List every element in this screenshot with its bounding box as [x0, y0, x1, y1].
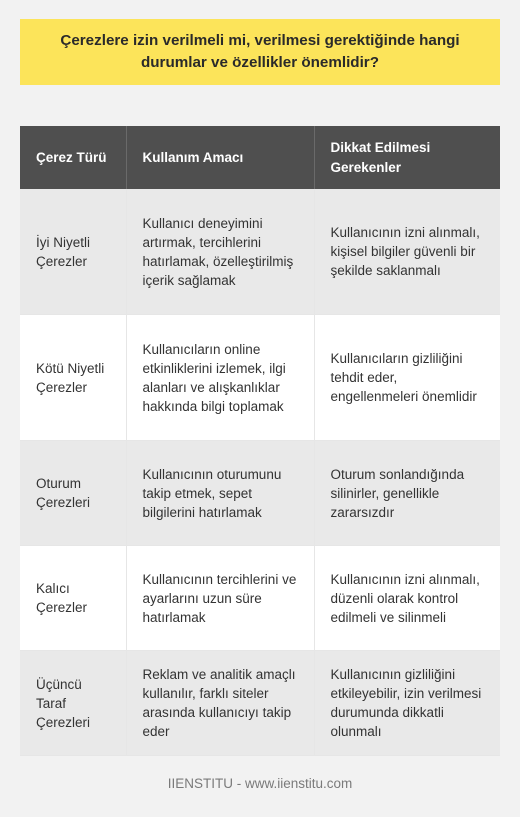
header-usage-purpose: Kullanım Amacı	[126, 126, 314, 189]
title-banner	[20, 19, 500, 85]
cell-cookie-type: Üçüncü Taraf Çerezleri	[20, 651, 126, 756]
cell-cookie-type: Kötü Niyetli Çerezler	[20, 315, 126, 441]
page-title: Çerezlere izin verilmeli mi, verilmesi gerektiğinde hangi durumlar ve özellikler önemlidir?	[60, 32, 460, 71]
table-row	[20, 441, 500, 546]
cell-considerations: Kullanıcının gizliliğini etkileyebilir, izin verilmesi durumunda dikkatli olunmalı	[314, 651, 500, 756]
table-row	[20, 315, 500, 441]
cell-usage-purpose: Reklam ve analitik amaçlı kullanılır, farklı siteler arasında kullanıcıyı takip eder	[126, 651, 314, 756]
cell-cookie-type: Kalıcı Çerezler	[20, 546, 126, 651]
table-row	[20, 546, 500, 651]
cell-usage-purpose: Kullanıcının oturumunu takip etmek, sepet bilgilerini hatırlamak	[126, 441, 314, 546]
cell-usage-purpose: Kullanıcıların online etkinliklerini izlemek, ilgi alanları ve alışkanlıklar hakkında bilgi toplamak	[126, 315, 314, 441]
table-row	[20, 651, 500, 756]
cell-usage-purpose: Kullanıcı deneyimini artırmak, tercihlerini hatırlamak, özelleştirilmiş içerik sağlamak	[126, 189, 314, 315]
cell-usage-purpose: Kullanıcının tercihlerini ve ayarlarını uzun süre hatırlamak	[126, 546, 314, 651]
footer-credit: IIENSTITU - www.iienstitu.com	[167, 776, 353, 791]
cell-cookie-type: İyi Niyetli Çerezler	[20, 189, 126, 315]
cell-considerations: Kullanıcının izni alınmalı, kişisel bilgiler güvenli bir şekilde saklanmalı	[314, 189, 500, 315]
header-cookie-type: Çerez Türü	[20, 126, 126, 189]
cell-cookie-type: Oturum Çerezleri	[20, 441, 126, 546]
table-header-row	[20, 126, 500, 189]
cell-considerations: Kullanıcının izni alınmalı, düzenli olarak kontrol edilmeli ve silinmeli	[314, 546, 500, 651]
cell-considerations: Kullanıcıların gizliliğini tehdit eder, engellenmeleri önemlidir	[314, 315, 500, 441]
header-considerations: Dikkat Edilmesi Gerekenler	[314, 126, 500, 189]
cell-considerations: Oturum sonlandığında silinirler, genellikle zararsızdır	[314, 441, 500, 546]
table-row	[20, 189, 500, 315]
cookie-table	[20, 126, 500, 756]
